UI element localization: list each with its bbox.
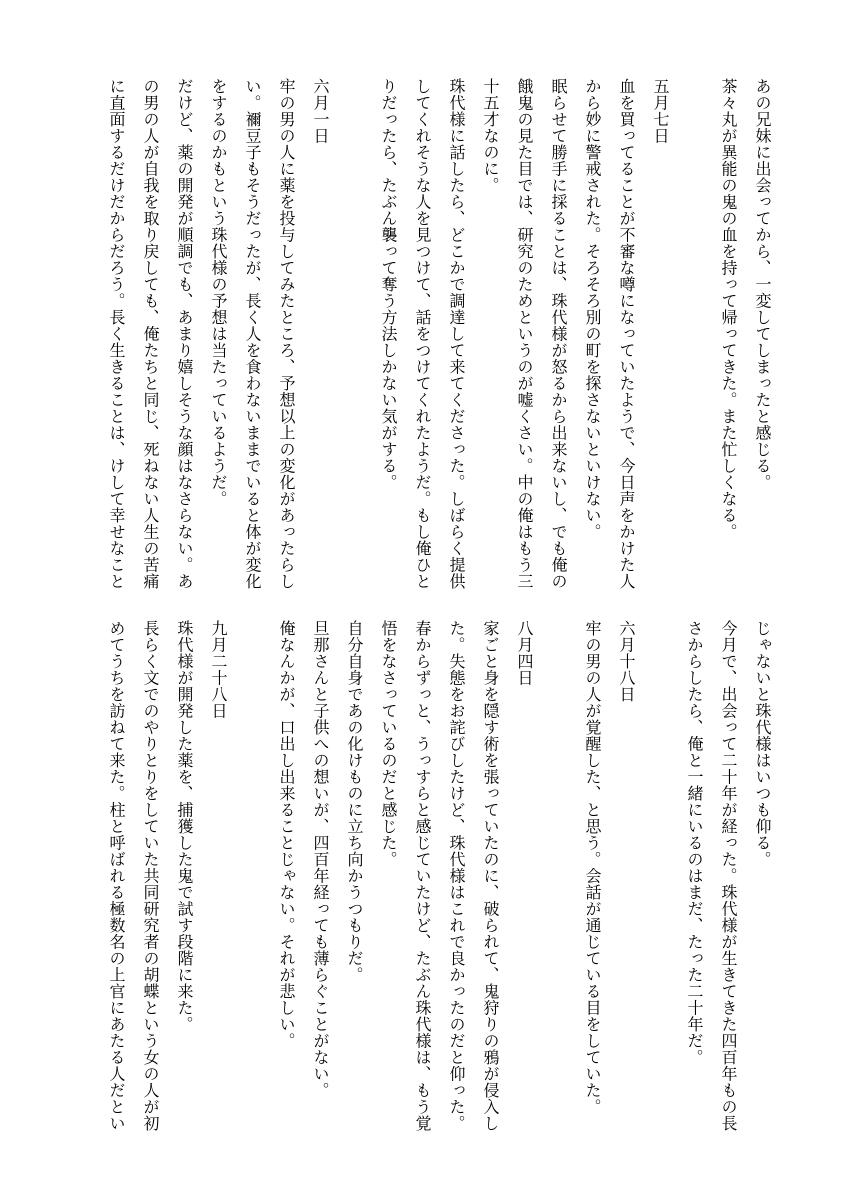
text-line: [677, 78, 711, 608]
text-line: い。禰豆子もそうだったが、長く人を食わないままでいると体が変化: [243, 78, 262, 590]
text-line: あの兄妹に出会ってから、一変してしまったと感じる。: [753, 78, 772, 491]
text-line: [235, 620, 269, 1140]
text-line: 五月七日: [651, 78, 670, 144]
text-line: じゃないと珠代様はいつも仰る。: [753, 620, 772, 868]
text-line: めてうちを訪ねて来た。柱と呼ばれる極数名の上官にあたる人だとい: [107, 620, 126, 1132]
text-line: 長らく文でのやりとりをしていた共同研究者の胡蝶という女の人が初: [141, 620, 160, 1132]
text-line: [337, 78, 371, 608]
text-line: してくれそうな人を見つけて、話をつけてくれたようだ。もし俺ひと: [413, 78, 432, 590]
text-line: 悟をなさっているのだと感じた。: [379, 620, 398, 868]
text-line: 春からずっと、うっすらと感じていたけど、たぶん珠代様は、もう覚: [413, 620, 432, 1132]
text-line: 六月十八日: [617, 620, 636, 703]
text-line: さからしたら、俺と一緒にいるのはまだ、たった二十年だ。: [685, 620, 704, 1066]
text-line: 眠らせて勝手に採ることは、珠代様が怒るから出来ないし、でも俺の: [549, 78, 568, 590]
text-line: だけど、薬の開発が順調でも、あまり嬉しそうな顔はなさらない。あ: [175, 78, 194, 590]
text-line: 今月で、出会って二十年が経った。珠代様が生きてきた四百年もの長: [719, 620, 738, 1132]
text-line: 十五才なのに。: [481, 78, 500, 194]
text-line: 牢の男の人が覚醒した、と思う。会話が通じている目をしていた。: [583, 620, 602, 1115]
text-line: 九月二十八日: [209, 620, 228, 719]
text-line: から妙に警戒された。そろそろ別の町を探さないといけない。: [583, 78, 602, 540]
text-line: 旦那さんと子供への想いが、四百年経っても薄らぐことがない。: [311, 620, 330, 1099]
upper-text-block: [59, 78, 779, 608]
text-line: 血を買ってることが不審な噂になっていたようで、今日声をかけた人: [617, 78, 636, 590]
text-line: に直面するだけだからだろう。長く生きることは、けして幸せなこと: [107, 78, 126, 590]
text-line: 自分自身であの化けものに立ち向かうつもりだ。: [345, 620, 364, 983]
text-line: 餓鬼の見た目では、研究のためというのが嘘くさい。中の俺はもう三: [515, 78, 534, 590]
text-line: 牢の男の人に薬を投与してみたところ、予想以上の変化があったらし: [277, 78, 296, 590]
text-line: 六月一日: [311, 78, 330, 144]
text-line: 珠代様に話したら、どこかで調達して来てくださった。しばらく提供: [447, 78, 466, 590]
text-line: の男の人が自我を取り戻しても、俺たちと同じ、死ねない人生の苦痛: [141, 78, 160, 590]
text-line: 家ごと身を隠す術を張っていたのに、破られて、鬼狩りの鴉が侵入し: [481, 620, 500, 1132]
text-line: 茶々丸が異能の鬼の血を持って帰ってきた。また忙しくなる。: [719, 78, 738, 540]
lower-text-block: [59, 620, 779, 1140]
text-line: [541, 620, 575, 1140]
text-line: [643, 620, 677, 1140]
text-line: 珠代様が開発した薬を、捕獲した鬼で試す段階に来た。: [175, 620, 194, 1033]
text-line: をするのかもという珠代様の予想は当たっているようだ。: [209, 78, 228, 507]
text-line: りだったら、たぶん襲って奪う方法しかない気がする。: [379, 78, 398, 491]
text-line: 八月四日: [515, 620, 534, 686]
text-line: 俺なんかが、口出し出来ることじゃない。それが悲しい。: [277, 620, 296, 1049]
text-line: た。失態をお詫びしたけど、珠代様はこれで良かったのだと仰った。: [447, 620, 466, 1132]
